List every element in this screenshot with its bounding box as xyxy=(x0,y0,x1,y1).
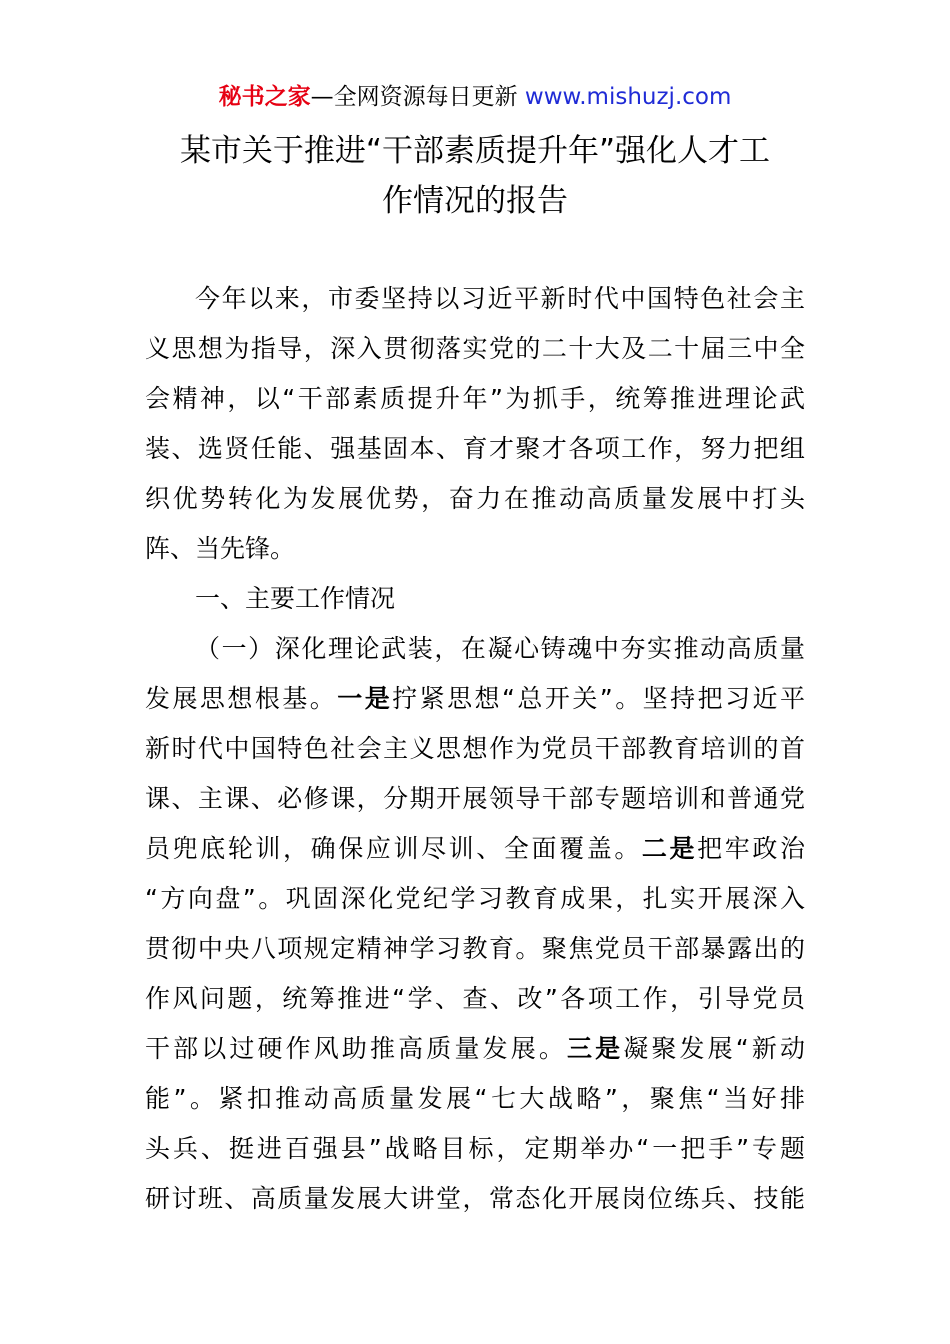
body-text: 干部以过硬作风助推高质量发展。 xyxy=(145,1034,567,1063)
site-url[interactable]: www.mishuzj.com xyxy=(524,84,732,110)
body-text: 把牢政治 xyxy=(697,834,805,863)
header-tagline: —全网资源每日更新 xyxy=(310,84,525,110)
site-header xyxy=(0,80,950,114)
intro-line: 义思想为指导，深入贯彻落实党的二十大及二十届三中全 xyxy=(145,334,805,363)
body-line: “方向盘”。巩固深化党纪学习教育成果，扎实开展深入 xyxy=(145,884,805,913)
title-line-2: 作情况的报告 xyxy=(382,183,568,219)
body-line xyxy=(145,1024,805,1074)
document-title xyxy=(0,126,950,226)
point-marker-3: 三是 xyxy=(566,1034,624,1063)
body-line: 新时代中国特色社会主义思想作为党员干部教育培训的首 xyxy=(145,734,805,763)
document-body xyxy=(145,274,805,1224)
body-line: 研讨班、高质量发展大讲堂，常态化开展岗位练兵、技能 xyxy=(145,1184,805,1213)
body-line: 能”。紧扣推动高质量发展“七大战略”，聚焦“当好排 xyxy=(145,1084,805,1113)
subsection-heading: （一）深化理论武装，在凝心铸魂中夯实推动高质量 xyxy=(195,634,805,663)
subsection-heading-end: 发展思想根基。 xyxy=(145,684,338,713)
section-heading: 一、主要工作情况 xyxy=(195,584,396,613)
intro-line: 会精神，以“干部素质提升年”为抓手，统筹推进理论武 xyxy=(145,384,805,413)
point-marker-2: 二是 xyxy=(641,834,698,863)
body-line: 头兵、挺进百强县”战略目标，定期举办“一把手”专题 xyxy=(145,1134,805,1163)
intro-line: 阵、当先锋。 xyxy=(145,534,296,563)
body-line xyxy=(145,824,805,874)
body-text: 拧紧思想“总开关”。坚持把习近平 xyxy=(392,684,805,713)
body-text: 凝聚发展“新动 xyxy=(623,1034,805,1063)
body-line: 作风问题，统筹推进“学、查、改”各项工作，引导党员 xyxy=(145,984,805,1013)
body-line: 课、主课、必修课，分期开展领导干部专题培训和普通党 xyxy=(145,784,805,813)
title-line-1: 某市关于推进“干部素质提升年”强化人才工 xyxy=(179,133,771,169)
body-line xyxy=(145,674,805,724)
intro-line: 装、选贤任能、强基固本、育才聚才各项工作，努力把组 xyxy=(145,434,805,463)
point-marker-1: 一是 xyxy=(337,684,393,713)
brand-name: 秘书之家 xyxy=(218,84,311,110)
body-line: 贯彻中央八项规定精神学习教育。聚焦党员干部暴露出的 xyxy=(145,934,805,963)
intro-line: 织优势转化为发展优势，奋力在推动高质量发展中打头 xyxy=(145,484,805,513)
intro-line: 今年以来，市委坚持以习近平新时代中国特色社会主 xyxy=(195,284,805,313)
body-text: 员兜底轮训，确保应训尽训、全面覆盖。 xyxy=(145,834,642,863)
